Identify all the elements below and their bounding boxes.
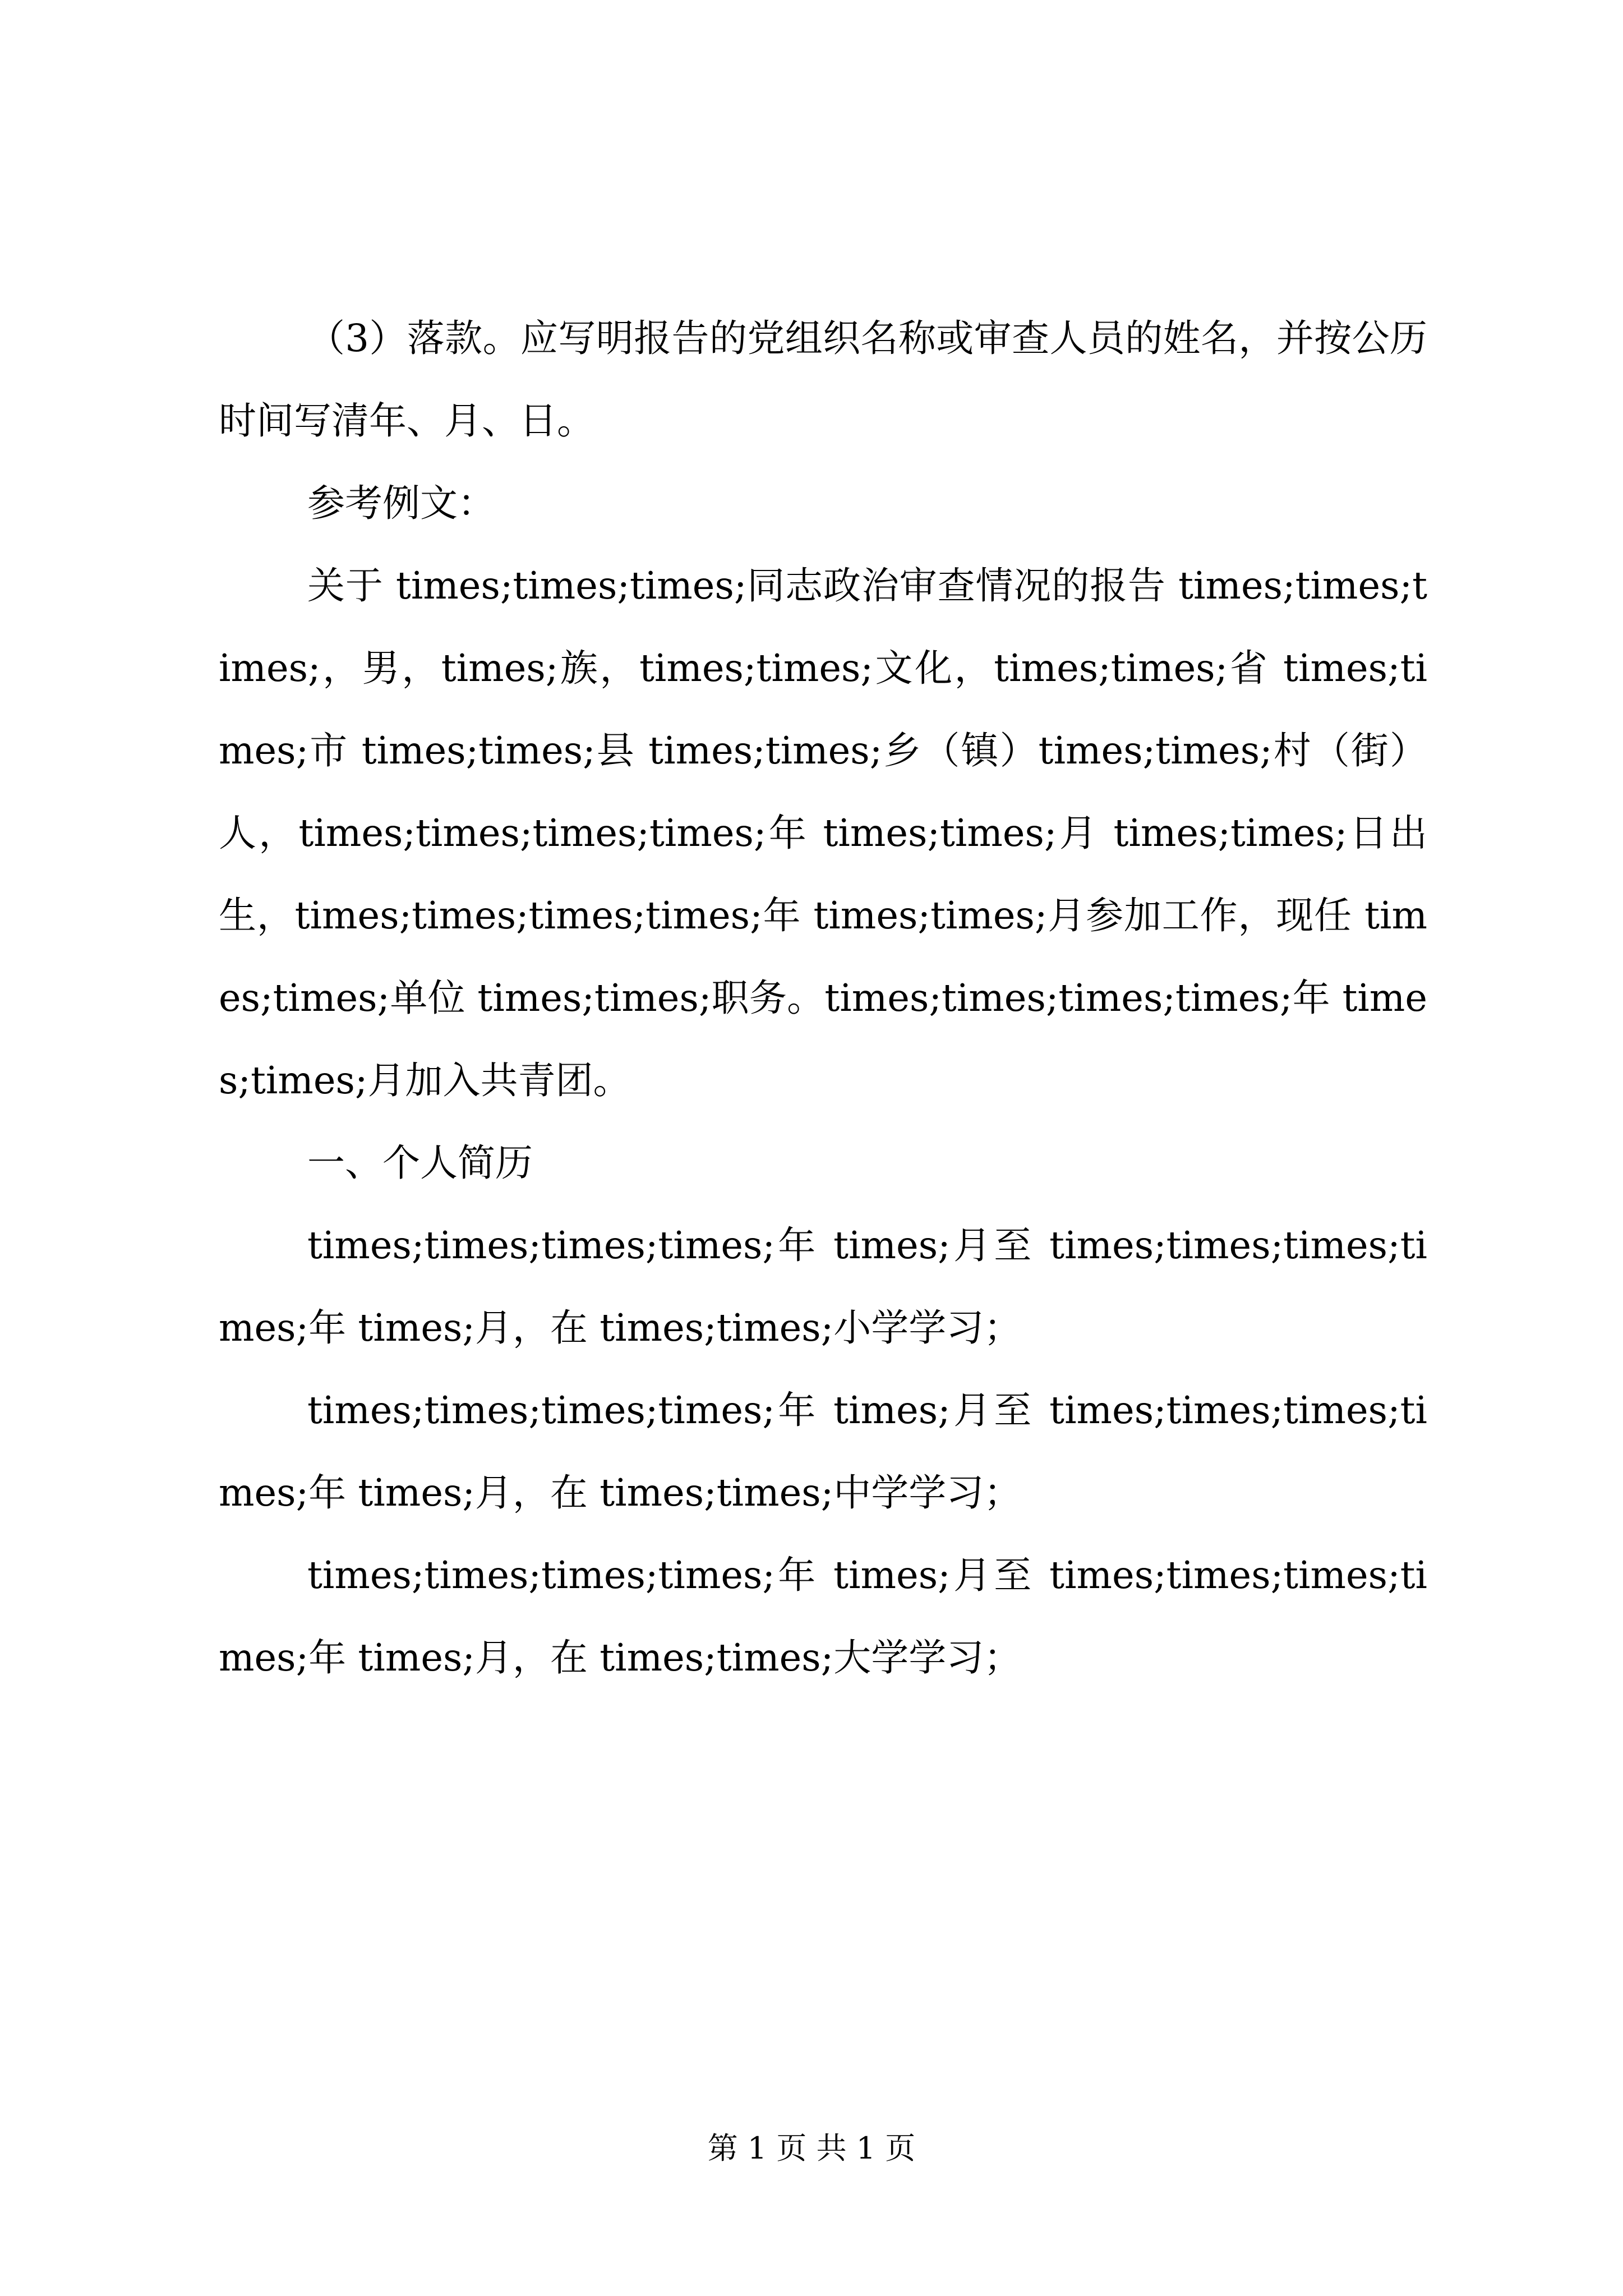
paragraph-report-intro: 关于 times;times;times;同志政治审查情况的报告 times;times;times;，男，times;族，times;times;文化，times;times;省 times;times;市 times;times;县 times;times;乡（镇）times;times;村（街）人，times;times;times;times;年 times;times;月 times;times;日出生，times;times;times;times;年 times;times;月参加工作，现任 times;times;单位 times;times;职务。times;times;times;times;年 times;times;月加入共青团。 [219,564,1427,1102]
page-number-label: 第 1 页 共 1 页 [707,2131,916,2166]
page-footer [0,2126,1623,2171]
paragraph-signature-note: （3）落款。应写明报告的党组织名称或审查人员的姓名，并按公历时间写清年、月、日。 [219,316,1427,443]
paragraph-example-heading: 参考例文： [307,481,495,525]
resume-item-middle-school: times;times;times;times;年 times;月至 times;times;times;times;年 times;月，在 times;times;中学学习； [219,1388,1427,1515]
section-heading-resume: 一、个人简历 [307,1141,533,1185]
document-body [219,297,1427,1699]
resume-item-university: times;times;times;times;年 times;月至 times;times;times;times;年 times;月，在 times;times;大学学习； [219,1553,1427,1680]
resume-item-primary-school: times;times;times;times;年 times;月至 times;times;times;times;年 times;月，在 times;times;小学学习； [219,1223,1427,1350]
